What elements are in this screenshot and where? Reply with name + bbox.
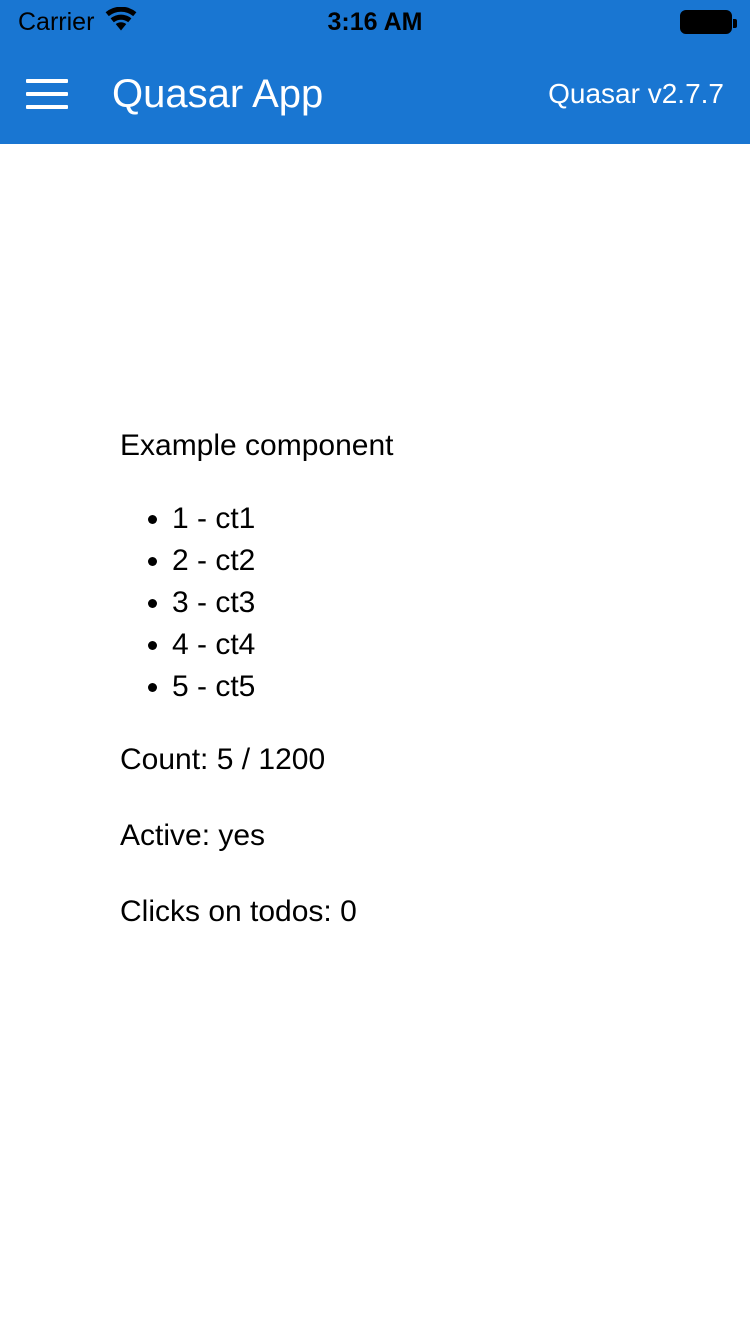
status-bar [0, 0, 750, 44]
version-label: Quasar v2.7.7 [548, 78, 724, 109]
list-item[interactable]: • 3 - ct3 [172, 582, 630, 624]
list-item[interactable]: • 5 - ct5 [172, 666, 630, 708]
carrier-label: Carrier [18, 7, 95, 36]
page-content [0, 144, 750, 1334]
wifi-icon [104, 7, 138, 38]
status-bar-left [18, 7, 138, 38]
list-item[interactable]: • 1 - ct1 [172, 498, 630, 540]
status-bar-time: 3:16 AM [327, 7, 423, 36]
page-title: Quasar App [112, 72, 324, 116]
list-item[interactable]: • 2 - ct2 [172, 540, 630, 582]
todo-list [172, 498, 630, 708]
status-bar-right [680, 10, 732, 34]
list-item[interactable]: • 4 - ct4 [172, 624, 630, 666]
hamburger-menu-icon[interactable] [26, 70, 74, 118]
active-line: Active: yes [120, 819, 266, 852]
app-toolbar [0, 44, 750, 144]
count-line: Count: 5 / 1200 [120, 743, 326, 776]
clicks-line: Clicks on todos: 0 [120, 895, 357, 928]
battery-full-icon [680, 10, 732, 34]
example-component-title: Example component [120, 429, 394, 462]
example-component [120, 428, 630, 930]
